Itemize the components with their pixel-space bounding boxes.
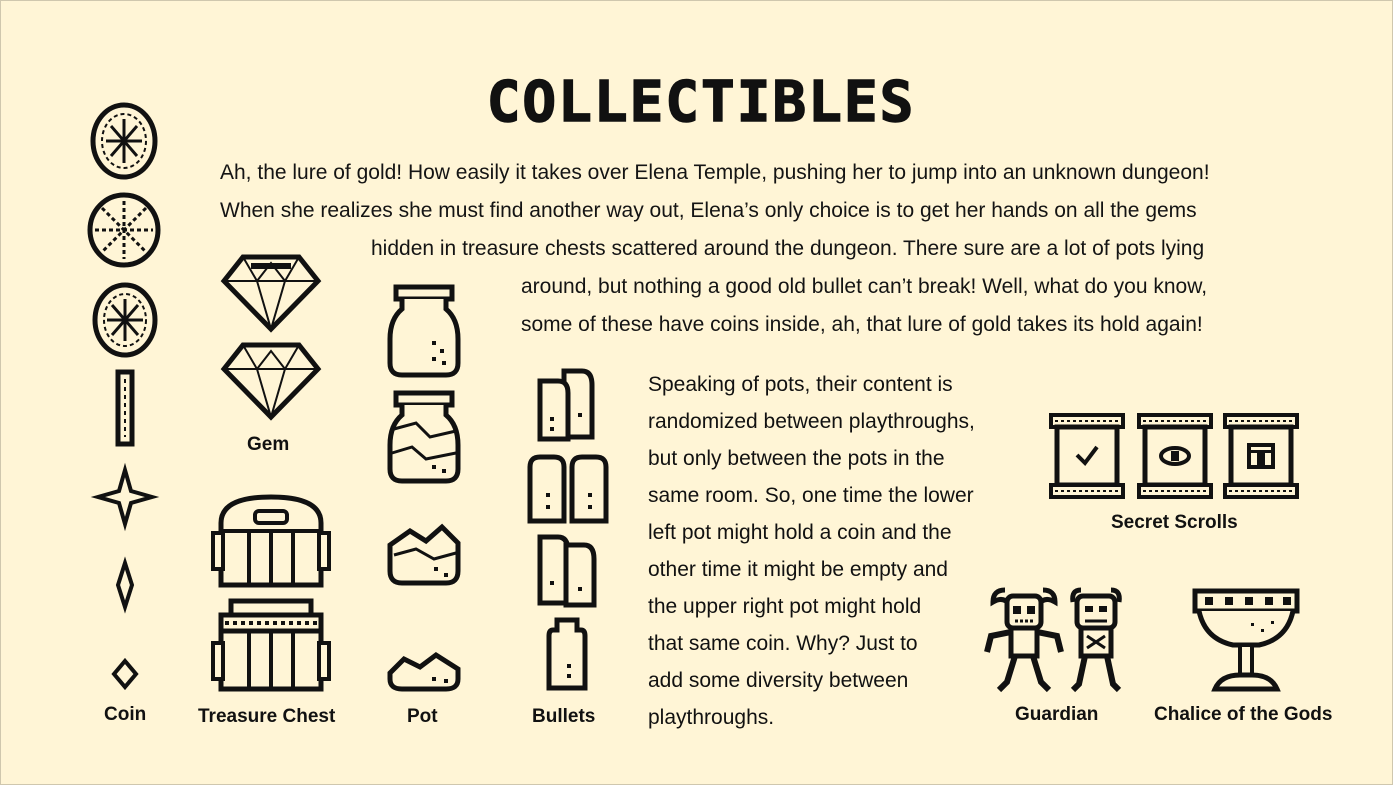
pots-line: randomized between playthroughs,: [648, 410, 975, 433]
gem-label: Gem: [247, 434, 290, 455]
bullet-pair-alt-icon: [536, 533, 600, 609]
pots-line: but only between the pots in the: [648, 447, 945, 470]
bullets-label: Bullets: [532, 706, 596, 727]
pots-line: Speaking of pots, their content is: [648, 373, 953, 396]
pots-line: the upper right pot might hold: [648, 595, 922, 618]
pots-line: add some diversity between: [648, 669, 909, 692]
chalice-icon: [1191, 587, 1301, 693]
bullet-single-icon: [545, 616, 589, 692]
bullet-pair-icon: [536, 367, 600, 443]
gem-icon: [221, 253, 321, 333]
intro-line-2: When she realizes she must find another way out, Elena’s only choice is to get her hands on all the gems: [220, 199, 1197, 222]
bullet-double-icon: [526, 453, 610, 525]
coin-spin-frame-1-icon: [89, 101, 159, 181]
pots-line: other time it might be empty and: [648, 558, 948, 581]
chalice-label: Chalice of the Gods: [1154, 704, 1333, 725]
pot-shards-icon: [386, 649, 462, 693]
pot-whole-icon: [386, 283, 462, 379]
page-title: [451, 71, 951, 131]
sparkle-medium-icon: [105, 561, 145, 609]
gem-alt-icon: [221, 341, 321, 421]
pots-line: same room. So, one time the lower: [648, 484, 974, 507]
coin-edge-icon: [115, 369, 135, 447]
guardian-label: Guardian: [1015, 704, 1099, 725]
scroll-eye-icon: [1135, 411, 1215, 501]
secret-scrolls-label: Secret Scrolls: [1111, 512, 1238, 533]
sparkle-small-icon: [111, 659, 139, 689]
intro-line-4: around, but nothing a good old bullet can’t break! Well, what do you know,: [521, 275, 1208, 298]
guardian-front-icon: [983, 586, 1065, 694]
pot-broken-icon: [386, 523, 462, 587]
coin-spin-frame-3-icon: [91, 281, 159, 359]
coin-label: Coin: [104, 704, 147, 725]
guardian-side-icon: [1067, 586, 1125, 694]
pots-line: that same coin. Why? Just to: [648, 632, 918, 655]
coin-spin-frame-2-icon: [86, 191, 162, 269]
pots-line: playthroughs.: [648, 706, 775, 729]
intro-line-3: hidden in treasure chests scattered around the dungeon. There sure are a lot of pots lying: [371, 237, 1205, 260]
pots-paragraph: [648, 366, 975, 736]
treasure-chest-open-icon: [211, 597, 331, 693]
svg-text:COLLECTIBLES: COLLECTIBLES: [486, 71, 916, 131]
pot-label: Pot: [407, 706, 438, 727]
pot-cracked-icon: [386, 389, 462, 485]
intro-line-1: Ah, the lure of gold! How easily it takes over Elena Temple, pushing her to jump into an unknown dungeon!: [220, 161, 1210, 184]
sparkle-large-icon: [96, 468, 154, 526]
intro-line-5: some of these have coins inside, ah, that lure of gold takes its hold again!: [521, 313, 1203, 336]
pots-line: left pot might hold a coin and the: [648, 521, 952, 544]
scroll-chest-icon: [1221, 411, 1301, 501]
treasure-chest-label: Treasure Chest: [198, 706, 336, 727]
scroll-check-icon: [1047, 411, 1127, 501]
treasure-chest-closed-icon: [211, 493, 331, 589]
